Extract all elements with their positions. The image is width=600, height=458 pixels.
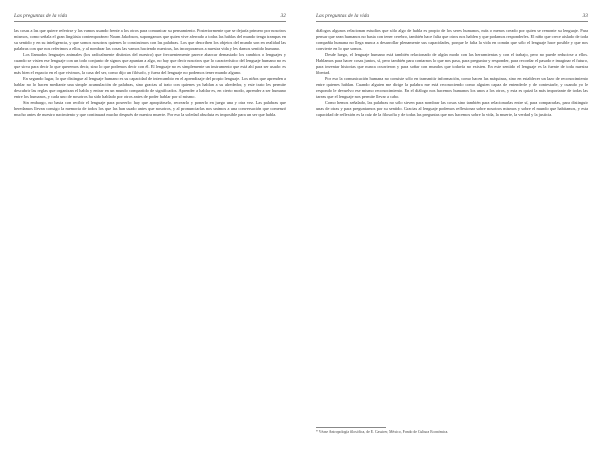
paragraph: Los llamados lenguajes animales (los radicalmente distintos del nuestro) que frecuentemente parece abarcar demasiado los cambios o lenguajes y cuando se visten ese lenguaje con un todo conjunto de signos que apuntan a algo, no hay que decir nosotros que lo característico del lenguaje humano no es que sirva para decir lo que queremos decir, sino lo que podemos decir con él. El lenguaje no es simplemente un instrumento que está ahí para ser usado: es más bien el espacio en el que vivimos, la casa del ser, como dijo un filósofo, y fuera del lenguaje no podemos tener mundo alguno. (14, 51, 286, 75)
paragraph: las cosas a las que quiere referirse y las vamos usando frente a los otros para comunicar su pensamiento. Posteriormente que se dejaría primero por nosotros mismos, como señala el gran lingüista contemporáneo Noam Jakobson, supongamos que quien vive aferrado a todas las hablas del mundo tenga trampas en su sentido y en su inteligencia, y que somos nosotros quienes lo construimos con las palabras. Los que describen los objetos del mundo son en realidad las palabras con que nos referimos a ellos, y al nombrar las cosas las vamos haciendo nuestras, las incorporamos a nuestra vida y les damos sentido humano. (14, 27, 286, 51)
running-title: Las preguntas de la vida (316, 13, 370, 19)
paragraph: diálogos algunos relacionan estudios que sólo algo de habla es propio de los seres humanos, más o menos creado por quien se remonte su lenguaje. Para pensar que sean humanos no basta con tener cerebro, también hace falta que otros nos hablen y que podamos responderles. El niño que crece aislado de toda compañía humana no llega nunca a desarrollar plenamente sus capacidades, porque le falta la vida en común que sólo el lenguaje hace posible y que nos convierte en lo que somos. (316, 27, 588, 51)
paragraph: Como hemos señalado, las palabras no sólo sirven para nombrar las cosas sino también para relacionarlas entre sí, para compararlas, para distinguir unas de otras y para preguntarnos por su sentido. Gracias al lenguaje podemos reflexionar sobre nosotros mismos y sobre el mundo que habitamos, y esta capacidad de reflexión es la raíz de la filosofía y de todas las preguntas que nos hacemos sobre la vida, la muerte, la verdad y la justicia. (316, 100, 588, 118)
footnote-area (316, 427, 588, 435)
page-number: 32 (280, 13, 286, 19)
body-text (14, 28, 286, 119)
running-title: Las preguntas de la vida (14, 13, 68, 19)
paragraph: En segundo lugar, lo que distingue al lenguaje humano es su capacidad de intercambio en el aprendizaje del propio lenguaje. Los niños que aprenden a hablar no lo hacen mediante una simple acumulación de palabras, sino gracias al trato con quienes ya hablan a su alrededor, y este trato les permite descubrir las reglas que organizan el habla y entrar en un mundo compartido de significados. Aprender a hablar es, en cierto modo, aprender a ser humano entre los humanos, y cada uno de nosotros ha sido hablado por otros antes de poder hablar por sí mismo. (14, 75, 286, 100)
running-head (14, 13, 286, 22)
page-number: 33 (582, 13, 588, 19)
body-text (316, 28, 588, 119)
paragraph: Desde luego, el lenguaje humano está también relacionado de algún modo con las herramientas y con el trabajo, pero no puede reducirse a ellos. Hablamos para hacer cosas juntos, sí, pero también para contarnos lo que nos pasa, para preguntar y responder, para recordar el pasado e imaginar el futuro, para inventar historias que nunca ocurrieron y para soñar con mundos que todavía no existen. En este sentido el lenguaje es la fuente de toda nuestra libertad. (316, 51, 588, 75)
running-head (316, 13, 588, 22)
right-page (316, 13, 588, 453)
footnote-divider (316, 427, 386, 428)
paragraph: Sin embargo, no basta con recibir el lenguaje para poseerlo: hay que apropiárselo, recrearlo y ponerlo en juego una y otra vez. Las palabras que heredamos llevan consigo la memoria de todos los que las han usado antes que nosotros, y al pronunciarlas nos unimos a una conversación que comenzó mucho antes de nuestro nacimiento y que continuará mucho después de nuestra muerte. Por eso la soledad absoluta es imposible para un ser que habla. (14, 100, 286, 118)
paragraph: Por eso la comunicación humana no consiste sólo en transmitir información, como hacen las máquinas, sino en establecer un lazo de reconocimiento entre quienes hablan. Cuando alguien me dirige la palabra me está reconociendo como alguien capaz de entenderle y de contestarle, y cuando yo le respondo le devuelvo ese mismo reconocimiento. En el diálogo nos hacemos humanos los unos a los otros, y esta es quizá la más importante de todas las tareas que el lenguaje nos permite llevar a cabo. (316, 75, 588, 100)
left-page (14, 13, 286, 453)
footnote: * Véase Antropología filosófica, de E. Cassirer, México, Fondo de Cultura Económica. (316, 430, 449, 434)
